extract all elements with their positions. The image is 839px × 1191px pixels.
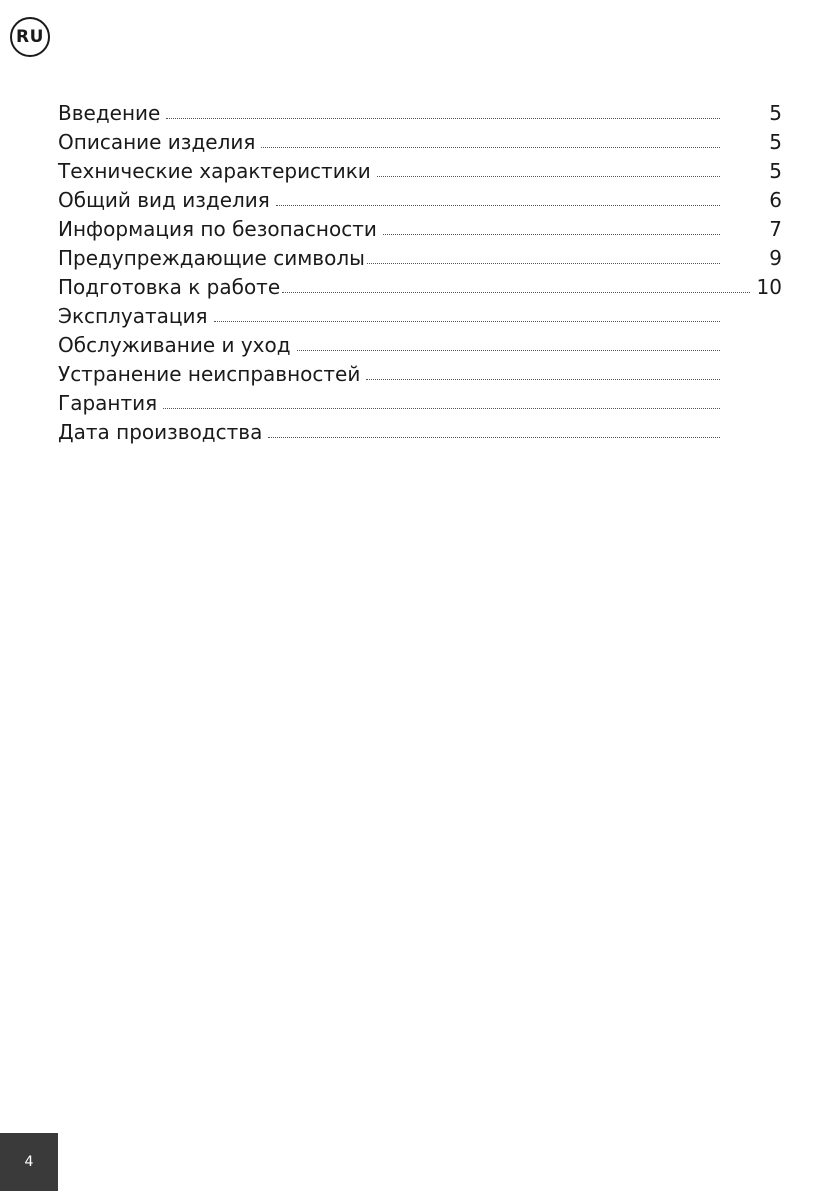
toc-dot-leader (261, 146, 720, 148)
toc-entry-introduction[interactable] (58, 99, 782, 128)
toc-entry-page: 7 (769, 217, 782, 241)
toc-entry-title: Эксплуатация (58, 304, 208, 328)
toc-dot-leader (367, 262, 720, 264)
toc-entry-page: 5 (769, 159, 782, 183)
toc-entry-general-view[interactable] (58, 186, 782, 215)
page-number-box (0, 1133, 58, 1191)
toc-dot-leader (214, 320, 720, 322)
toc-entry-troubleshooting[interactable] (58, 360, 782, 389)
toc-entry-title: Технические характеристики (58, 159, 371, 183)
toc-entry-page: 10 (756, 275, 782, 299)
toc-entry-safety-information[interactable] (58, 215, 782, 244)
toc-entry-title: Подготовка к работе (58, 275, 281, 299)
page-number: 4 (24, 1154, 34, 1170)
toc-entry-page: 5 (769, 101, 782, 125)
toc-dot-leader (282, 291, 750, 293)
toc-entry-operation[interactable] (58, 302, 782, 331)
toc-entry-title: Введение (58, 101, 161, 125)
toc-entry-title: Обслуживание и уход (58, 333, 291, 357)
toc-entry-page: 6 (769, 188, 782, 212)
toc-dot-leader (268, 436, 720, 438)
table-of-contents (58, 99, 782, 447)
toc-dot-leader (366, 378, 720, 380)
toc-entry-title: Гарантия (58, 391, 158, 415)
toc-dot-leader (377, 175, 720, 177)
toc-entry-title: Дата производства (58, 420, 263, 444)
toc-dot-leader (166, 117, 720, 119)
toc-entry-warning-symbols[interactable] (58, 244, 782, 273)
toc-entry-production-date[interactable] (58, 418, 782, 447)
toc-entry-page: 9 (769, 246, 782, 270)
toc-entry-title: Описание изделия (58, 130, 256, 154)
toc-entry-maintenance[interactable] (58, 331, 782, 360)
toc-entry-title: Информация по безопасности (58, 217, 377, 241)
toc-entry-title: Предупреждающие символы (58, 246, 365, 270)
toc-dot-leader (297, 349, 720, 351)
language-badge: RU (10, 17, 50, 57)
toc-entry-preparation[interactable] (58, 273, 782, 302)
toc-entry-page: 5 (769, 130, 782, 154)
toc-entry-warranty[interactable] (58, 389, 782, 418)
toc-entry-product-description[interactable] (58, 128, 782, 157)
toc-entry-title: Устранение неисправностей (58, 362, 361, 386)
toc-entry-title: Общий вид изделия (58, 188, 270, 212)
toc-dot-leader (383, 233, 720, 235)
toc-entry-specifications[interactable] (58, 157, 782, 186)
toc-dot-leader (276, 204, 720, 206)
toc-dot-leader (163, 407, 720, 409)
